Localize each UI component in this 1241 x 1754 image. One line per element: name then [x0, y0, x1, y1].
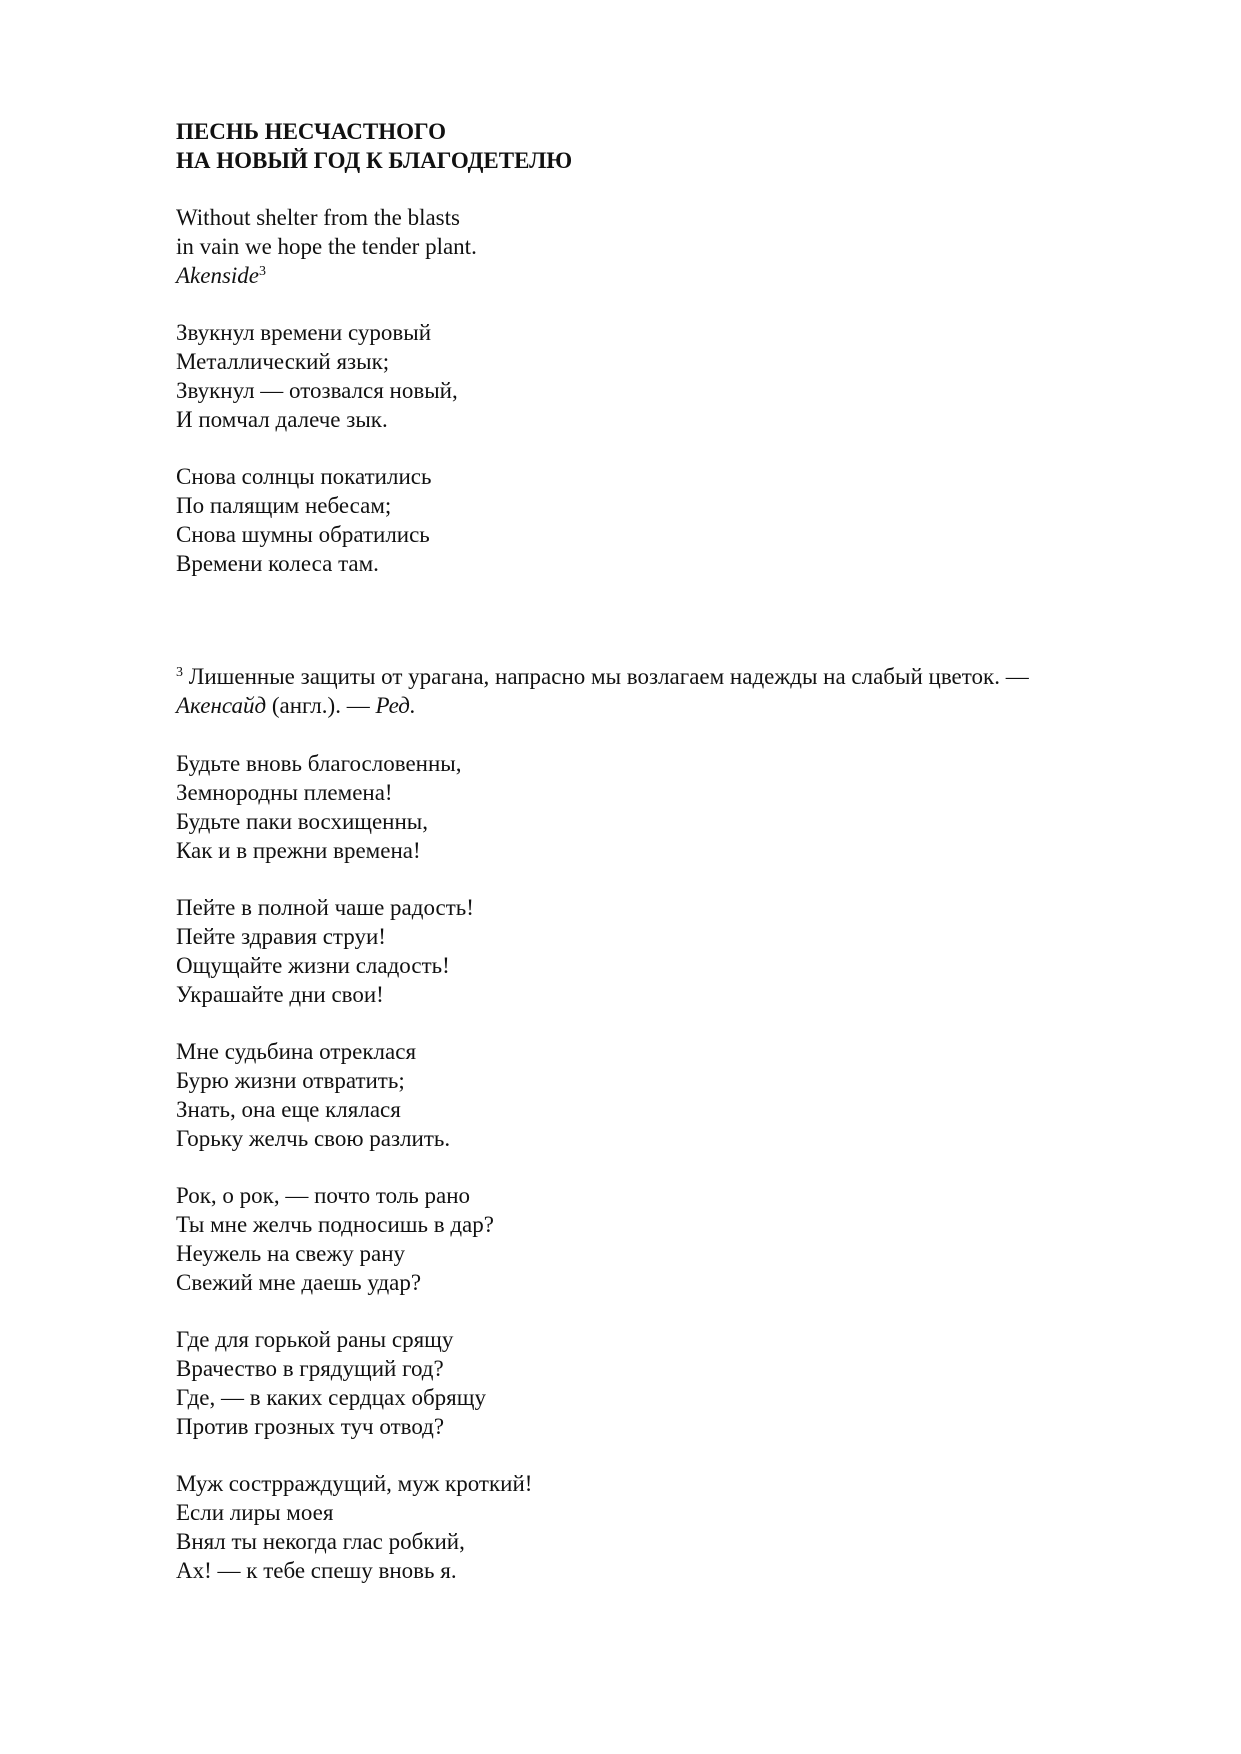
verse-line: Будьте паки восхищенны,	[176, 809, 428, 834]
epigraph	[176, 203, 477, 290]
epigraph-author	[176, 261, 477, 290]
verse-line: Где для горькой раны срящу	[176, 1327, 454, 1352]
stanza	[176, 749, 461, 865]
footnote-author: Акенсайд	[176, 693, 267, 718]
verse-line: Горьку желчь свою разлить.	[176, 1126, 451, 1151]
verse-line: Металлический язык;	[176, 349, 390, 374]
verse-line: Украшайте дни свои!	[176, 982, 384, 1007]
verse-line: Ты мне желчь подносишь в дар?	[176, 1212, 494, 1237]
epigraph-line: in vain we hope the tender plant.	[176, 234, 477, 259]
footnote-text: Лишенные защиты от урагана, напрасно мы возлагаем надежды на слабый цветок. —	[183, 664, 1029, 689]
footnote-reference[interactable]: 3	[259, 264, 267, 279]
verse-line: Звукнул времени суровый	[176, 320, 432, 345]
stanza	[176, 1325, 486, 1441]
stanza	[176, 318, 458, 434]
verse-line: Если лиры моея	[176, 1500, 334, 1525]
epigraph-line: Without shelter from the blasts	[176, 205, 460, 230]
verse-line: И помчал далече зык.	[176, 407, 388, 432]
verse-line: Времени колеса там.	[176, 551, 379, 576]
verse-line: Рок, о рок, — почто толь рано	[176, 1183, 471, 1208]
verse-line: Бурю жизни отвратить;	[176, 1068, 405, 1093]
verse-line: Врачество в грядущий год?	[176, 1356, 444, 1381]
verse-line: Снова солнцы покатились	[176, 464, 432, 489]
title-line-2: НА НОВЫЙ ГОД К БЛАГОДЕТЕЛЮ	[176, 148, 573, 173]
verse-line: Пейте здравия струи!	[176, 924, 386, 949]
verse-line: Будьте вновь благословенны,	[176, 751, 462, 776]
footnote-mark: 3	[176, 665, 183, 680]
verse-line: Муж сострраждущий, муж кроткий!	[176, 1471, 533, 1496]
title-line-1: ПЕСНЬ НЕСЧАСТНОГО	[176, 119, 446, 144]
verse-line: Ощущайте жизни сладость!	[176, 953, 450, 978]
verse-line: Пейте в полной чаше радость!	[176, 895, 474, 920]
verse-line: Знать, она еще клялася	[176, 1097, 401, 1122]
footnote-line	[176, 691, 1136, 720]
verse-line: Внял ты некогда глас робкий,	[176, 1529, 465, 1554]
verse-line: Ах! — к тебе спешу вновь я.	[176, 1558, 457, 1583]
epigraph-author-name: Akenside	[176, 263, 260, 288]
verse-line: Земнородны племена!	[176, 780, 393, 805]
stanza	[176, 1037, 450, 1153]
stanza	[176, 1181, 494, 1297]
footnote-line	[176, 662, 1136, 691]
verse-line: Против грозных туч отвод?	[176, 1414, 445, 1439]
verse-line: Снова шумны обратились	[176, 522, 430, 547]
stanza	[176, 893, 474, 1009]
footnote-language: (англ.). —	[266, 693, 376, 718]
verse-line: Звукнул — отозвался новый,	[176, 378, 458, 403]
stanza	[176, 462, 431, 578]
verse-line: Как и в прежни времена!	[176, 838, 421, 863]
verse-line: Свежий мне даешь удар?	[176, 1270, 422, 1295]
poem-title	[176, 117, 572, 175]
verse-line: Где, — в каких сердцах обрящу	[176, 1385, 486, 1410]
footnote-editor: Ред.	[375, 693, 416, 718]
verse-line: Неужель на свежу рану	[176, 1241, 406, 1266]
verse-line: По палящим небесам;	[176, 493, 392, 518]
footnote	[176, 662, 1136, 720]
verse-line: Мне судьбина отреклася	[176, 1039, 417, 1064]
stanza	[176, 1469, 532, 1585]
